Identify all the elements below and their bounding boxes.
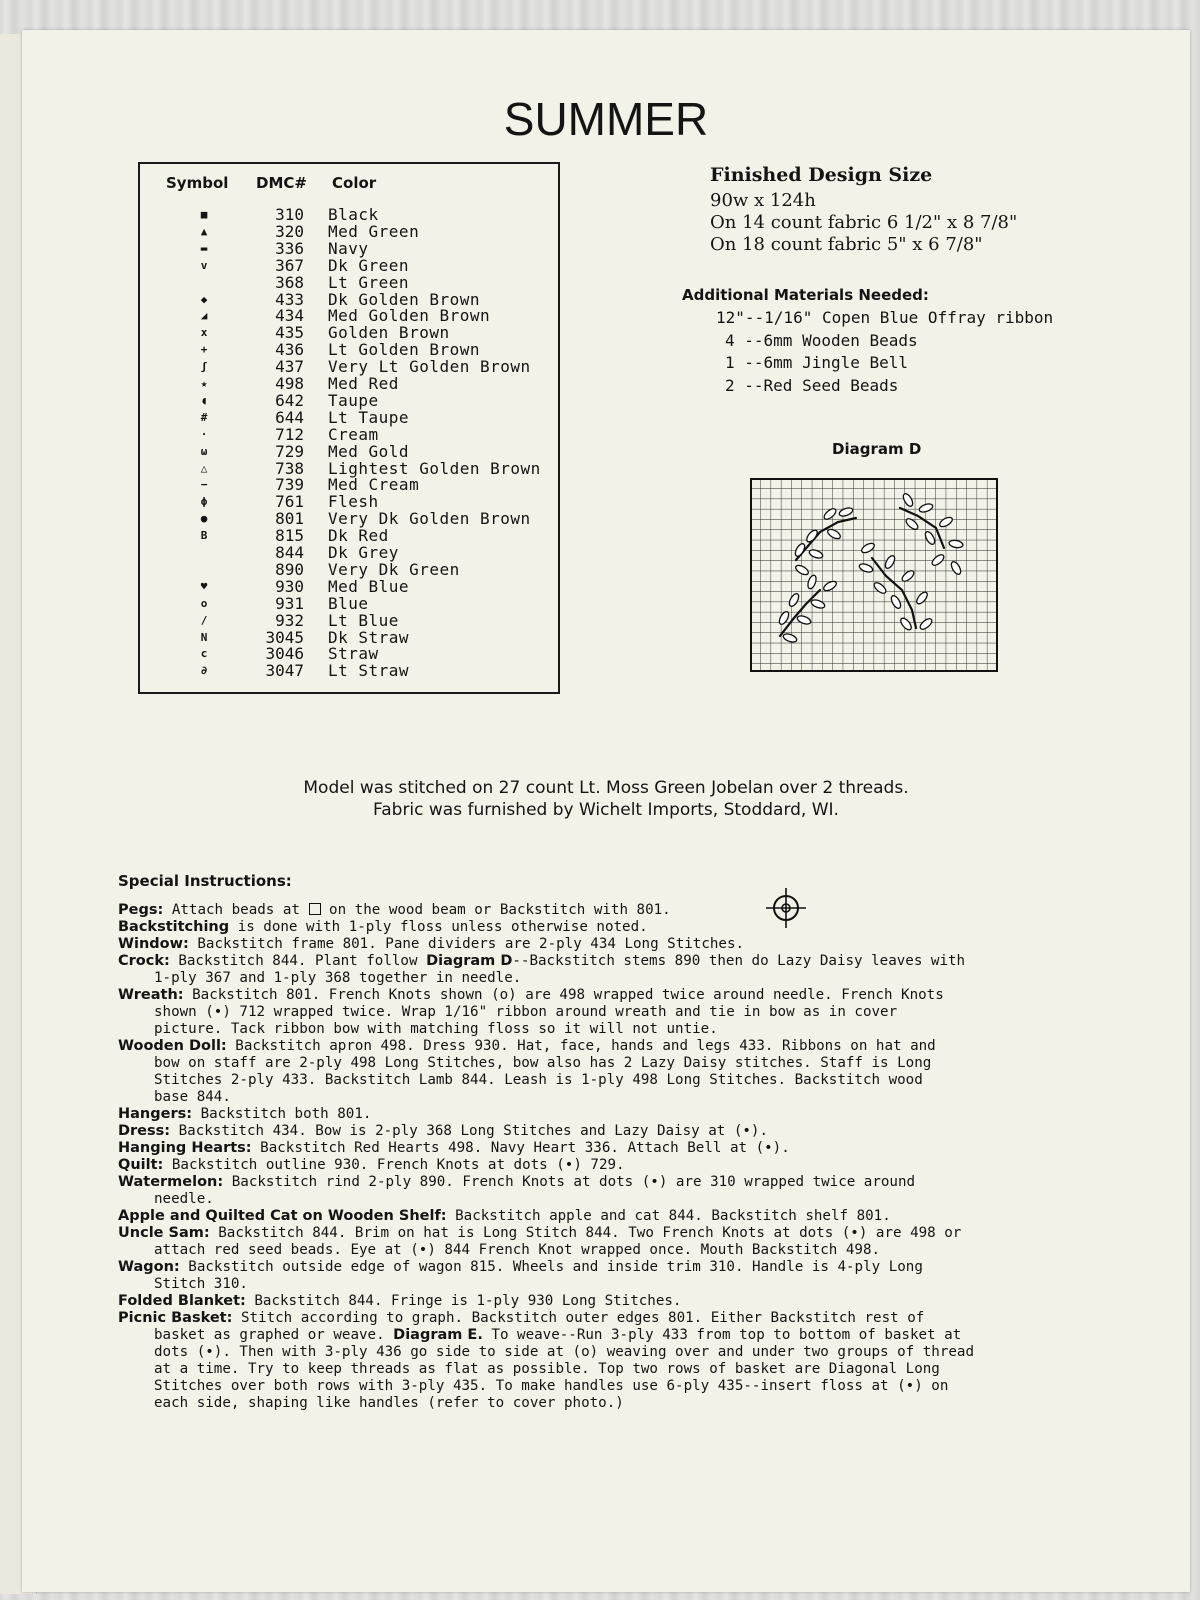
legend-dmc-number: 435	[275, 323, 304, 343]
pegs-text: Attach beads at	[171, 902, 300, 918]
finished-design-line: 90w x 124h	[710, 190, 816, 211]
legend-color-name: Lt Green	[328, 272, 410, 292]
legend-dmc-number: 368	[275, 272, 304, 292]
legend-symbol: ω	[200, 444, 208, 458]
quilt-instruction	[118, 1157, 1098, 1174]
dress-instruction	[118, 1123, 1098, 1140]
finished-design-line: On 14 count fabric 6 1/2" x 8 7/8"	[710, 212, 1018, 233]
legend-dmc-number: 801	[275, 509, 304, 529]
watermelon-label: Watermelon:	[118, 1174, 224, 1190]
pegs-text: on the wood beam or Backstitch with 801.	[329, 902, 671, 918]
hangers-label: Hangers:	[118, 1106, 193, 1122]
diagram-d-grid	[750, 478, 998, 672]
wagon-text: Stitch 310.	[154, 1276, 248, 1292]
legend-header-color: Color	[332, 174, 377, 192]
legend-symbol: ϕ	[200, 495, 208, 509]
legend-symbol: c	[200, 647, 208, 661]
uncle-sam-text: attach red seed beads. Eye at (•) 844 French Knot wrapped once. Mouth Backstitch 498.	[154, 1242, 881, 1258]
apple-cat-label: Apple and Quilted Cat on Wooden Shelf:	[118, 1208, 447, 1224]
dress-text: Backstitch 434. Bow is 2-ply 368 Long Stitches and Lazy Daisy at (•).	[178, 1123, 769, 1139]
model-note-line: Model was stitched on 27 count Lt. Moss Green Jobelan over 2 threads.	[303, 778, 909, 798]
quilt-label: Quilt:	[118, 1157, 164, 1173]
legend-color-name: Dk Green	[328, 255, 410, 275]
legend-color-name: Very Dk Green	[328, 559, 460, 579]
wagon-label: Wagon:	[118, 1259, 180, 1275]
apple-cat-instruction	[118, 1208, 1098, 1225]
uncle-sam-label: Uncle Sam:	[118, 1225, 210, 1241]
square-bead-icon	[309, 903, 321, 915]
backstitching-label: Backstitching	[118, 919, 230, 935]
legend-symbol: ●	[200, 512, 208, 526]
legend-dmc-number: 498	[275, 374, 304, 393]
picnic-basket-label: Picnic Basket:	[118, 1310, 233, 1326]
legend-symbol: −	[200, 478, 208, 492]
diagram-d-label: Diagram D	[832, 440, 922, 458]
legend-dmc-number: 738	[275, 458, 304, 478]
legend-color-name: Straw	[328, 644, 379, 664]
legend-color-name: Dk Red	[328, 526, 389, 546]
wooden-doll-instruction	[118, 1038, 1098, 1055]
legend-symbol: ★	[200, 377, 208, 390]
picnic-basket-instruction	[118, 1310, 1098, 1327]
legend-dmc-number: 310	[275, 205, 304, 224]
legend-color-name: Lightest Golden Brown	[328, 458, 541, 478]
watermelon-instruction	[118, 1174, 1098, 1191]
pattern-page	[22, 30, 1190, 1592]
hangers-text: Backstitch both 801.	[200, 1106, 372, 1122]
folded-blanket-text: Backstitch 844. Fringe is 1-ply 930 Long Stitches.	[254, 1293, 682, 1309]
legend-dmc-number: 336	[275, 238, 304, 258]
hanging-hearts-label: Hanging Hearts:	[118, 1140, 252, 1156]
legend-color-name: Med Red	[328, 374, 399, 393]
wagon-instruction	[118, 1259, 1098, 1276]
wooden-doll-text: Stitches 2-ply 433. Backstitch Lamb 844. Leash is 1-ply 498 Long Stitches. Backstitch wood	[154, 1072, 923, 1088]
legend-color-name: Med Blue	[328, 576, 410, 596]
picnic-basket-text: Stitch according to graph. Backstitch outer edges 801. Either Backstitch rest of	[240, 1310, 925, 1326]
uncle-sam-text: Backstitch 844. Brim on hat is Long Stitch 844. Two French Knots at dots (•) are 498 or	[218, 1225, 962, 1241]
wreath-text: shown (•) 712 wrapped twice. Wrap 1/16" ribbon around wreath and tie in bow as in cover	[154, 1004, 898, 1020]
legend-dmc-number: 932	[275, 610, 304, 630]
legend-color-name: Blue	[328, 593, 369, 613]
wooden-doll-text: base 844.	[154, 1089, 231, 1105]
legend-color-name: Lt Blue	[328, 610, 399, 630]
legend-color-name: Golden Brown	[328, 323, 450, 343]
legend-symbol: N	[200, 630, 208, 644]
apple-cat-text: Backstitch apple and cat 844. Backstitch shelf 801.	[455, 1208, 891, 1224]
legend-dmc-number: 890	[275, 559, 304, 579]
legend-symbol: ʃ	[200, 360, 208, 374]
finished-design-line: On 18 count fabric 5" x 6 7/8"	[710, 234, 983, 255]
hanging-hearts-text: Backstitch Red Hearts 498. Navy Heart 336. Attach Bell at (•).	[260, 1140, 790, 1156]
dress-label: Dress:	[118, 1123, 171, 1139]
picnic-basket-text: Stitches over both rows with 3-ply 435. To make handles use 6-ply 435--insert floss at (•) on	[154, 1378, 949, 1394]
legend-color-name: Med Gold	[328, 441, 410, 461]
legend-symbol: ◖	[200, 393, 208, 407]
uncle-sam-instruction	[118, 1225, 1098, 1242]
picnic-basket-text: To weave--Run 3-ply 433 from top to bottom of basket at	[491, 1327, 962, 1343]
finished-design-title: Finished Design Size	[710, 164, 933, 186]
legend-color-name: Cream	[328, 424, 379, 444]
backstitching-text: is done with 1-ply floss unless otherwise noted.	[237, 919, 648, 935]
legend-color-name: Med Green	[328, 221, 420, 241]
additional-materials-title: Additional Materials Needed:	[682, 286, 929, 304]
window-instruction	[118, 936, 1098, 953]
crock-text: 1-ply 367 and 1-ply 368 together in needle.	[154, 970, 522, 986]
folded-blanket-instruction	[118, 1293, 1098, 1310]
legend-color-name: Very Lt Golden Brown	[328, 357, 531, 377]
material-item: 1 --6mm Jingle Bell	[725, 353, 909, 372]
legend-dmc-number: 433	[275, 289, 304, 309]
legend-symbol: ▬	[200, 241, 208, 255]
wagon-text: Backstitch outside edge of wagon 815. Wheels and inside trim 310. Handle is 4-ply Long	[188, 1259, 923, 1275]
legend-header-dmc: DMC#	[256, 174, 307, 192]
legend-symbol: △	[200, 461, 208, 475]
picnic-basket-line	[118, 1327, 1098, 1344]
crock-text: --Backstitch stems 890 then do Lazy Daisy leaves with	[512, 953, 966, 969]
legend-symbol: ◆	[200, 292, 208, 306]
legend-dmc-number: 844	[275, 543, 304, 562]
crock-diagram-ref: Diagram D	[426, 953, 513, 969]
window-text: Backstitch frame 801. Pane dividers are 2-ply 434 Long Stitches.	[197, 936, 745, 952]
legend-dmc-number: 815	[275, 526, 304, 546]
legend-color-name: Dk Grey	[328, 543, 399, 562]
special-instructions	[118, 902, 1098, 1412]
hanging-hearts-instruction	[118, 1140, 1098, 1157]
material-item: 2 --Red Seed Beads	[725, 376, 899, 395]
legend-color-name: Navy	[328, 238, 369, 258]
backstitching-instruction	[118, 919, 1098, 936]
legend-symbol: x	[200, 326, 208, 340]
wreath-label: Wreath:	[118, 987, 184, 1003]
legend-color-name: Dk Golden Brown	[328, 289, 480, 309]
legend-color-name: Very Dk Golden Brown	[328, 509, 531, 529]
legend-color-name: Lt Golden Brown	[328, 340, 480, 360]
wooden-doll-label: Wooden Doll:	[118, 1038, 227, 1054]
legend-header-symbol: Symbol	[166, 174, 229, 192]
legend-dmc-number: 320	[275, 221, 304, 241]
legend-symbol: v	[200, 258, 208, 272]
legend-color-name: Dk Straw	[328, 627, 410, 647]
legend-symbol: B	[200, 529, 208, 543]
hangers-instruction	[118, 1106, 1098, 1123]
material-item: 4 --6mm Wooden Beads	[725, 331, 918, 350]
legend-color-name: Lt Taupe	[328, 407, 410, 427]
folded-blanket-label: Folded Blanket:	[118, 1293, 246, 1309]
legend-dmc-number: 729	[275, 441, 304, 461]
crock-instruction	[118, 953, 1098, 970]
legend-dmc-number: 644	[275, 407, 304, 427]
page-title: SUMMER	[503, 93, 709, 145]
legend-dmc-number: 3046	[265, 644, 304, 664]
legend-color-name: Taupe	[328, 390, 379, 410]
legend-dmc-number: 3045	[265, 627, 304, 647]
window-label: Window:	[118, 936, 189, 952]
legend-symbol: ▲	[200, 224, 208, 238]
legend-dmc-number: 436	[275, 340, 304, 360]
picnic-basket-text: basket as graphed or weave.	[154, 1327, 385, 1343]
legend-dmc-number: 642	[275, 390, 304, 410]
legend-symbol: /	[200, 613, 208, 627]
legend-dmc-number: 3047	[265, 661, 304, 681]
pegs-label: Pegs:	[118, 902, 164, 918]
legend-symbol: o	[200, 596, 208, 610]
special-instructions-title: Special Instructions:	[118, 872, 292, 890]
material-item: 12"--1/16" Copen Blue Offray ribbon	[716, 308, 1054, 327]
pegs-instruction	[118, 902, 1098, 919]
legend-dmc-number: 437	[275, 357, 304, 377]
picnic-basket-text: at a time. Try to keep threads as flat as possible. Top two rows of basket are Diagonal Long	[154, 1361, 940, 1377]
legend-dmc-number: 761	[275, 492, 304, 512]
model-note-line: Fabric was furnished by Wichelt Imports, Stoddard, WI.	[373, 800, 839, 820]
legend-symbol: ■	[200, 208, 208, 221]
legend-symbol: ∂	[200, 664, 208, 678]
watermelon-text: needle.	[154, 1191, 214, 1207]
picnic-basket-text: dots (•). Then with 3-ply 436 go side to side at (o) weaving over and under two groups of thread	[154, 1344, 974, 1360]
crock-text: Backstitch 844. Plant follow	[178, 953, 418, 969]
legend-symbol: ·	[200, 427, 208, 441]
legend-symbol: ♥	[200, 579, 208, 593]
legend-dmc-number: 434	[275, 306, 304, 326]
wooden-doll-text: bow on staff are 2-ply 498 Long Stitches, bow also has 2 Lazy Daisy stitches. Staff is Long	[154, 1055, 932, 1071]
picnic-basket-diagram-ref: Diagram E.	[393, 1327, 483, 1343]
legend-dmc-number: 712	[275, 424, 304, 444]
legend-color-name: Med Cream	[328, 475, 420, 495]
quilt-text: Backstitch outline 930. French Knots at dots (•) 729.	[171, 1157, 625, 1173]
legend-dmc-number: 367	[275, 255, 304, 275]
legend-symbol: #	[200, 410, 208, 424]
wreath-text: picture. Tack ribbon bow with matching floss so it will not untie.	[154, 1021, 718, 1037]
legend-dmc-number: 739	[275, 475, 304, 495]
wreath-text: Backstitch 801. French Knots shown (o) are 498 wrapped twice around needle. French Knots	[192, 987, 944, 1003]
watermelon-text: Backstitch rind 2-ply 890. French Knots at dots (•) are 310 wrapped twice around	[231, 1174, 916, 1190]
legend-color-name: Med Golden Brown	[328, 306, 491, 326]
wooden-doll-text: Backstitch apron 498. Dress 930. Hat, face, hands and legs 433. Ribbons on hat and	[235, 1038, 936, 1054]
wreath-instruction	[118, 987, 1098, 1004]
legend-color-name: Flesh	[328, 492, 379, 512]
legend-color-name: Black	[328, 205, 379, 224]
legend-dmc-number: 931	[275, 593, 304, 613]
crock-label: Crock:	[118, 953, 170, 969]
legend-symbol: +	[200, 343, 208, 357]
picnic-basket-text: each side, shaping like handles (refer to cover photo.)	[154, 1395, 624, 1411]
legend-symbol: ◢	[200, 309, 208, 323]
legend-dmc-number: 930	[275, 576, 304, 596]
legend-color-name: Lt Straw	[328, 661, 410, 681]
